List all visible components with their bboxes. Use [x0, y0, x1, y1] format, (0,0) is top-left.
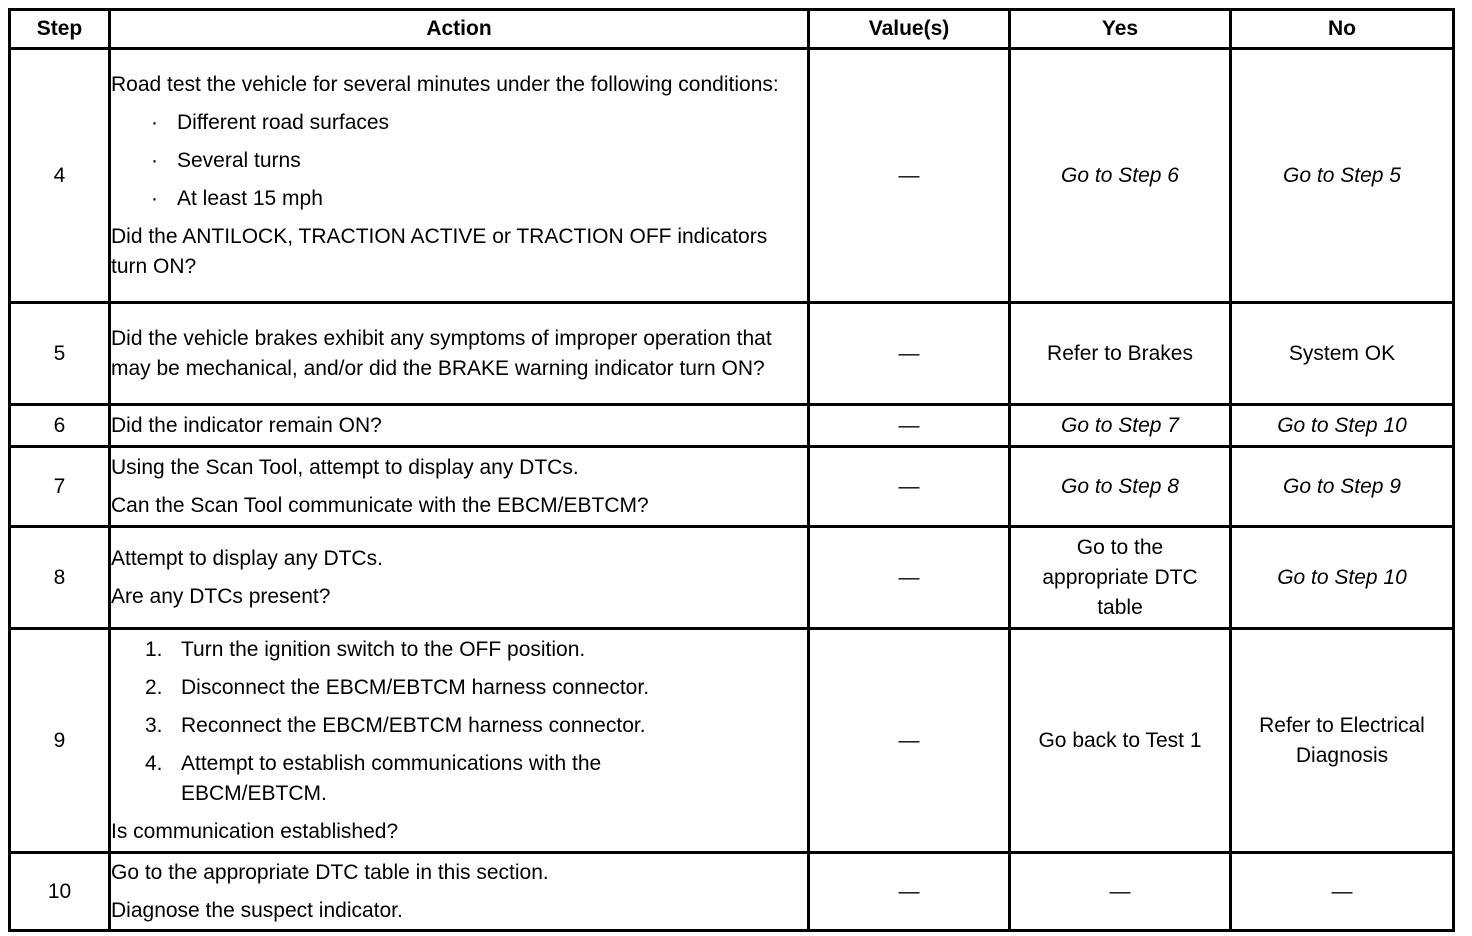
- value-cell: —: [809, 405, 1010, 447]
- list-item: 2. Disconnect the EBCM/EBTCM harness connector.: [145, 675, 650, 699]
- action-text: Go to the appropriate DTC table in this section.: [111, 860, 549, 884]
- header-action: Action: [110, 10, 809, 49]
- action-cell: [110, 303, 809, 405]
- yes-cell: Refer to Brakes: [1010, 303, 1231, 405]
- table-row: [10, 405, 1454, 447]
- action-question: Are any DTCs present?: [111, 584, 331, 608]
- action-question: Can the Scan Tool communicate with the EBCM/EBTCM?: [111, 493, 649, 517]
- yes-cell: Go back to Test 1: [1010, 629, 1231, 853]
- header-no: No: [1231, 10, 1454, 49]
- value-cell: —: [809, 527, 1010, 629]
- list-item: · Different road surfaces: [111, 108, 807, 138]
- bullet-icon: ·: [151, 186, 158, 210]
- bullet-icon: ·: [151, 148, 158, 172]
- no-cell: Go to Step 10: [1231, 527, 1454, 629]
- header-step: Step: [10, 10, 110, 49]
- step-number: 9: [10, 629, 110, 853]
- table-row: [10, 629, 1454, 853]
- action-cell: [110, 853, 809, 931]
- no-cell: Refer to Electrical Diagnosis: [1231, 629, 1454, 853]
- yes-cell: —: [1010, 853, 1231, 931]
- list-item: 1. Turn the ignition switch to the OFF position.: [145, 637, 586, 661]
- action-question: Is communication established?: [111, 819, 399, 843]
- no-cell: System OK: [1231, 303, 1454, 405]
- bullet-icon: ·: [151, 110, 158, 134]
- action-text: Did the indicator remain ON?: [111, 413, 382, 437]
- step-number: 7: [10, 447, 110, 527]
- list-item: 3. Reconnect the EBCM/EBTCM harness connector.: [145, 713, 646, 737]
- value-cell: —: [809, 629, 1010, 853]
- list-item: · Several turns: [111, 146, 807, 176]
- value-cell: —: [809, 853, 1010, 931]
- action-cell: [110, 629, 809, 853]
- action-text: Road test the vehicle for several minutes under the following conditions:: [111, 72, 779, 96]
- table-row: [10, 447, 1454, 527]
- step-number: 10: [10, 853, 110, 931]
- yes-cell: Go to Step 8: [1010, 447, 1231, 527]
- table-row: [10, 49, 1454, 303]
- diagnostic-table: [8, 8, 1455, 932]
- step-number: 6: [10, 405, 110, 447]
- header-yes: Yes: [1010, 10, 1231, 49]
- value-cell: —: [809, 49, 1010, 303]
- table-row: [10, 527, 1454, 629]
- no-cell: Go to Step 5: [1231, 49, 1454, 303]
- action-text: Attempt to display any DTCs.: [111, 546, 383, 570]
- action-cell: [110, 447, 809, 527]
- yes-cell: Go to Step 6: [1010, 49, 1231, 303]
- value-cell: —: [809, 447, 1010, 527]
- table-row: [10, 303, 1454, 405]
- yes-cell: Go to Step 7: [1010, 405, 1231, 447]
- yes-cell: Go to the appropriate DTC table: [1010, 527, 1231, 629]
- action-text: Using the Scan Tool, attempt to display any DTCs.: [111, 455, 579, 479]
- step-number: 8: [10, 527, 110, 629]
- action-cell: [110, 405, 809, 447]
- list-item: · At least 15 mph: [111, 184, 807, 214]
- action-cell: [110, 527, 809, 629]
- step-number: 5: [10, 303, 110, 405]
- value-cell: —: [809, 303, 1010, 405]
- step-number: 4: [10, 49, 110, 303]
- table-row: [10, 853, 1454, 931]
- action-question: Diagnose the suspect indicator.: [111, 898, 403, 922]
- list-item: 4. Attempt to establish communications with the EBCM/EBTCM.: [145, 751, 602, 805]
- header-values: Value(s): [809, 10, 1010, 49]
- header-row: [10, 10, 1454, 49]
- no-cell: Go to Step 9: [1231, 447, 1454, 527]
- no-cell: —: [1231, 853, 1454, 931]
- no-cell: Go to Step 10: [1231, 405, 1454, 447]
- action-question: Did the ANTILOCK, TRACTION ACTIVE or TRACTION OFF indicators turn ON?: [111, 224, 768, 278]
- action-text: Did the vehicle brakes exhibit any symptoms of improper operation that may be mechanical, and/or did the BRAKE warning indicator turn ON?: [111, 326, 772, 380]
- action-cell: [110, 49, 809, 303]
